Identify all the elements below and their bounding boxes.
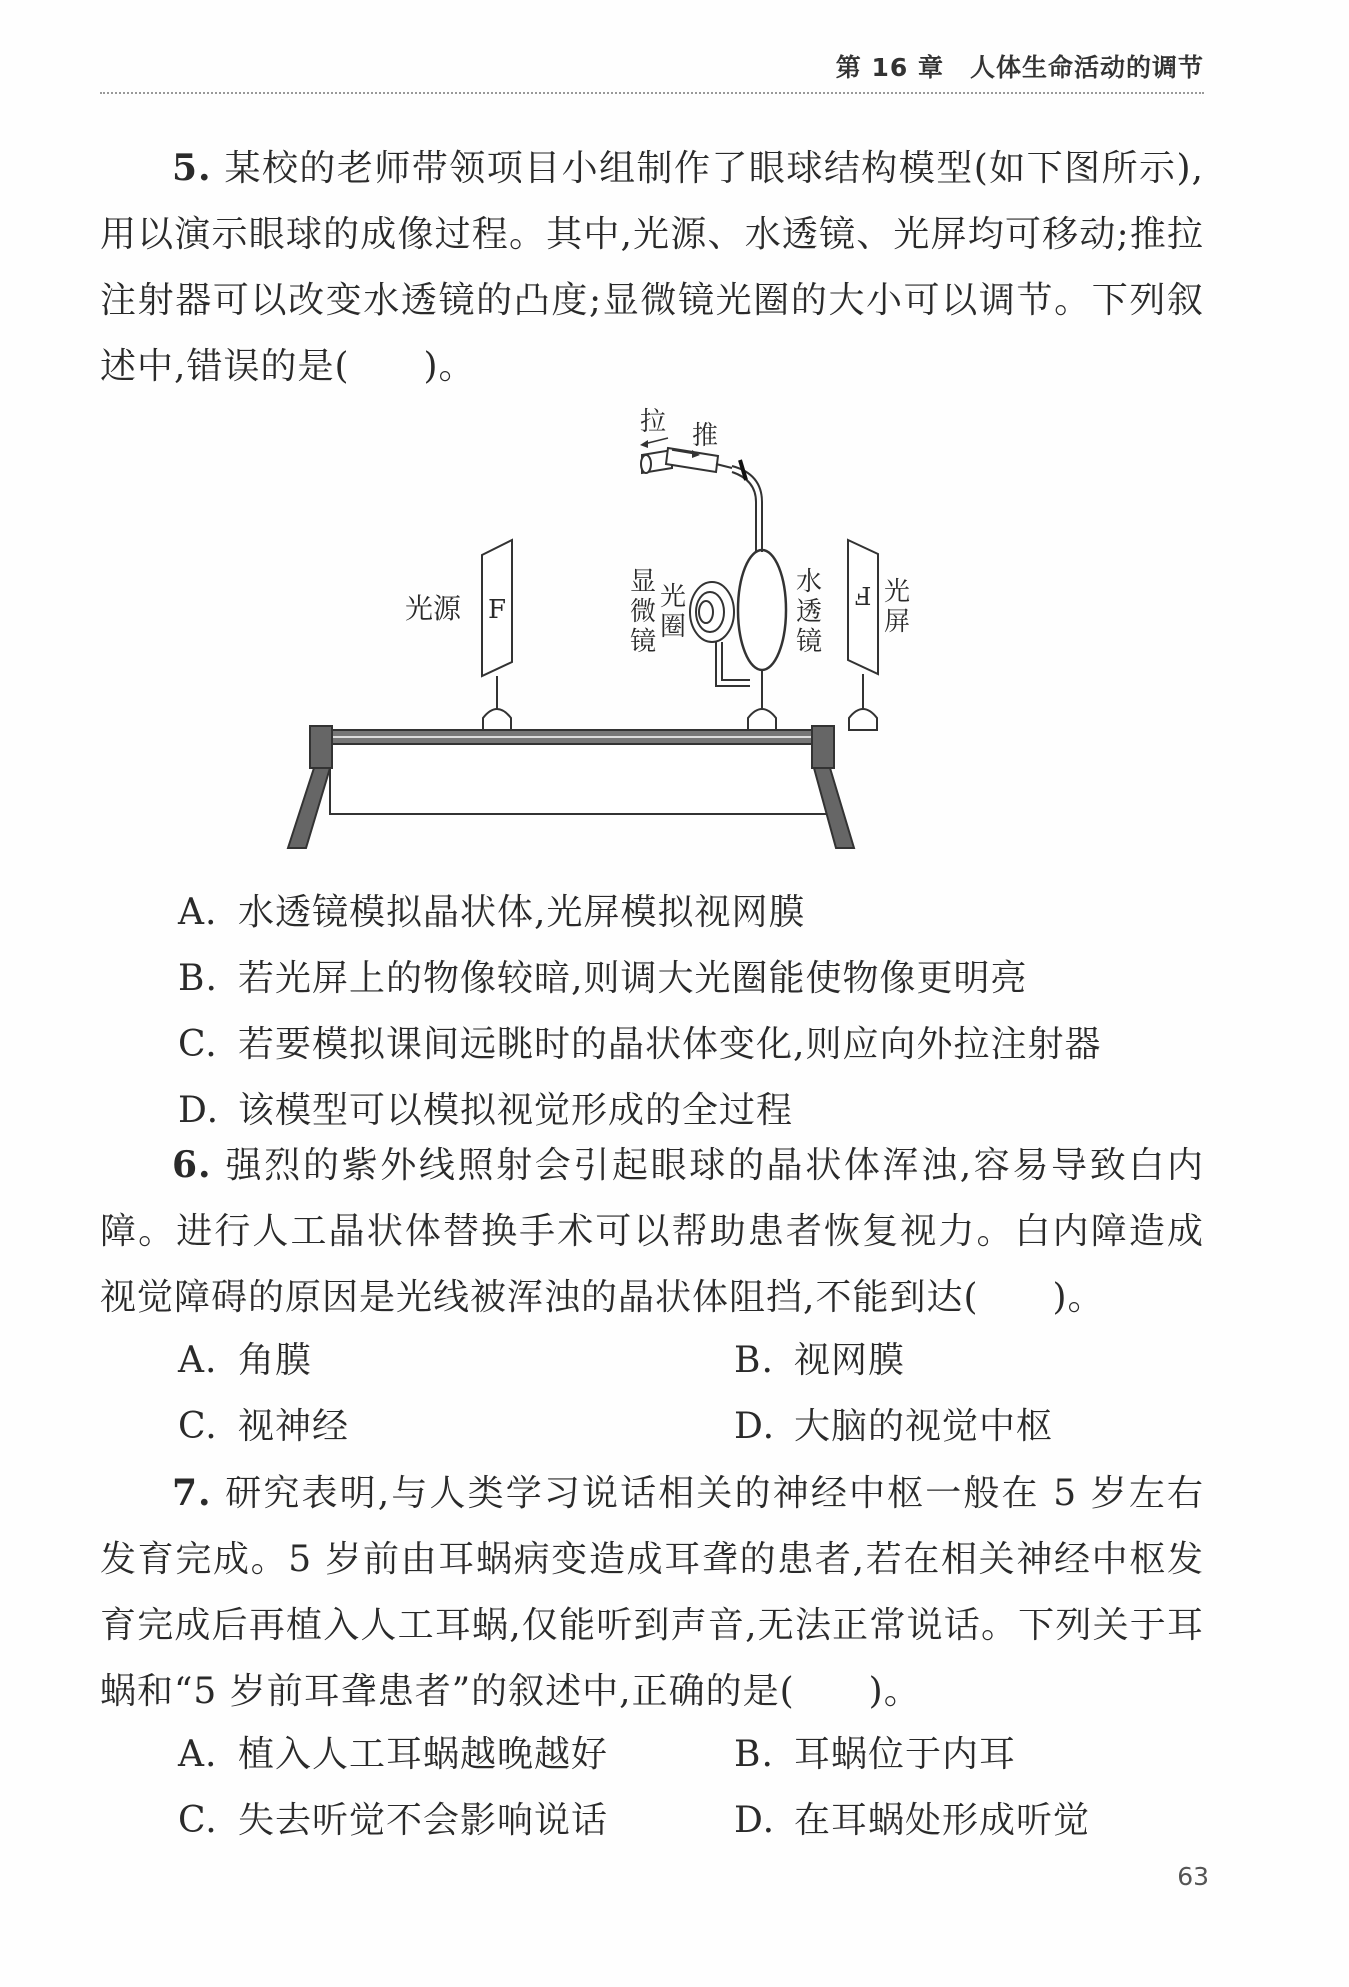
q6-option-c[interactable]: C. 视神经 [178, 1406, 350, 1447]
q7-option-d[interactable]: D. 在耳蜗处形成听觉 [734, 1800, 1091, 1841]
question-6-number: 6. [172, 1144, 212, 1186]
bench-body [330, 744, 830, 814]
pull-label: 拉 [640, 407, 667, 437]
light-screen-label-2: 屏 [884, 607, 911, 637]
q6-option-b[interactable]: B. 视网膜 [734, 1340, 906, 1381]
question-7-stem [100, 1460, 1204, 1725]
question-5-text: 某校的老师带领项目小组制作了眼球结构模型(如下图所示),用以演示眼球的成像过程。其中,光源、水透镜、光屏均可移动;推拉注射器可以改变水透镜的凸度;显微镜光圈的大小可以调节。下列叙述中,错误的是( )。 [100, 148, 1204, 387]
q5-option-b[interactable]: B. 若光屏上的物像较暗,则调大光圈能使物像更明亮 [178, 958, 1028, 999]
q5-option-c[interactable]: C. 若要模拟课间远眺时的晶状体变化,则应向外拉注射器 [178, 1024, 1102, 1065]
q7-option-a[interactable]: A. 植入人工耳蜗越晚越好 [178, 1734, 609, 1775]
bench-end-right [812, 726, 834, 768]
aperture-opening [699, 601, 713, 623]
water-lens [738, 550, 786, 670]
light-screen-label-1: 光 [884, 577, 911, 607]
chapter-header: 第 16 章 人体生命活动的调节 [835, 53, 1204, 82]
question-5-stem [100, 135, 1204, 400]
microscope-label-2: 微 [630, 597, 657, 627]
question-6-text: 强烈的紫外线照射会引起眼球的晶状体浑浊,容易导致白内障。进行人工晶状体替换手术可以帮助患者恢复视力。白内障造成视觉障碍的原因是光线被浑浊的晶状体阻挡,不能到达( )。 [100, 1145, 1204, 1318]
bench-leg-left [288, 768, 330, 848]
light-source-holder [483, 709, 511, 730]
q6-option-d[interactable]: D. 大脑的视觉中枢 [734, 1406, 1054, 1447]
header-divider [100, 92, 1204, 94]
water-lens-label-1: 水 [796, 567, 823, 597]
eyeball-model-diagram [300, 407, 1020, 860]
light-source-label: 光源 [405, 592, 462, 625]
page-number: 63 [1177, 1862, 1209, 1891]
screen-image-letter: F [854, 581, 872, 609]
bench-end-left [310, 726, 332, 768]
q5-option-d[interactable]: D. 该模型可以模拟视觉形成的全过程 [178, 1090, 794, 1131]
question-5-number: 5. [172, 147, 212, 189]
aperture-label-2: 圈 [660, 612, 687, 642]
microscope-label-1: 显 [630, 567, 657, 597]
q5-option-a[interactable]: A. 水透镜模拟晶状体,光屏模拟视网膜 [178, 892, 806, 933]
microscope-label-3: 镜 [630, 627, 657, 657]
aperture-label-1: 光 [660, 582, 687, 612]
q7-option-b[interactable]: B. 耳蜗位于内耳 [734, 1734, 1017, 1775]
water-lens-holder [748, 709, 776, 730]
light-screen-holder [849, 709, 877, 730]
q7-option-c[interactable]: C. 失去听觉不会影响说话 [178, 1800, 609, 1841]
eyeball-model-figure [300, 407, 1020, 860]
question-6-stem [100, 1132, 1204, 1331]
water-lens-label-2: 透 [796, 597, 823, 627]
push-label: 推 [692, 421, 719, 451]
question-7-number: 7. [172, 1472, 212, 1514]
question-7-text: 研究表明,与人类学习说话相关的神经中枢一般在 5 岁左右发育完成。5 岁前由耳蜗病变造成耳聋的患者,若在相关神经中枢发育完成后再植入人工耳蜗,仅能听到声音,无法正常说话。下列关于耳蜗和“5 岁前耳聋患者”的叙述中,正确的是( )。 [100, 1473, 1204, 1712]
water-lens-label-3: 镜 [796, 627, 823, 657]
q6-option-a[interactable]: A. 角膜 [178, 1340, 313, 1381]
source-letter: F [487, 595, 507, 625]
